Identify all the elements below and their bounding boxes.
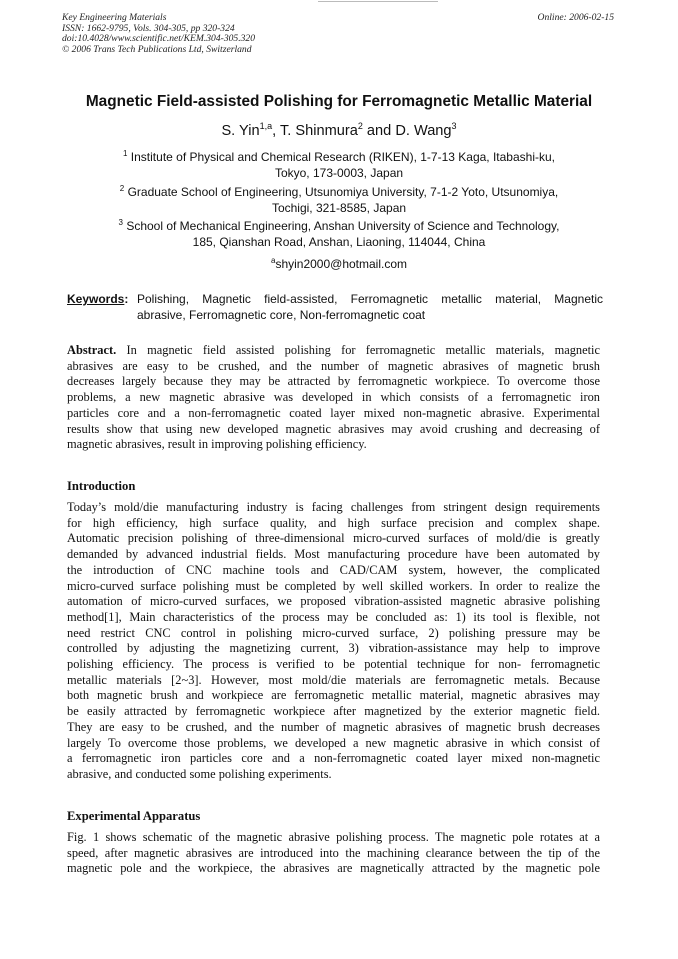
- email-address[interactable]: shyin2000@hotmail.com: [275, 257, 408, 271]
- email-superscript: a: [270, 256, 276, 265]
- introduction-line: for high efficiency, high surface quality, and high surface precision and complex shape.: [67, 515, 600, 530]
- keywords-line: Polishing, Magnetic field-assisted, Ferromagnetic metallic material, Magnetic: [137, 292, 603, 306]
- introduction-line: automation of micro-curved surfaces, we proposed vibration-assisted magnetic abrasive polishing: [67, 594, 600, 609]
- abstract-line: abrasives are easy to be crushed, and the number of magnetic abrasives of magnetic brush: [67, 358, 600, 373]
- introduction-body: [67, 500, 600, 783]
- apparatus-line: magnetic pole and the workpiece, the abrasives are magnetically attracted by the magnetic pole: [67, 861, 600, 876]
- affiliation-line: School of Mechanical Engineering, Anshan University of Science and Technology,: [126, 219, 560, 233]
- abstract-line: In magnetic field assisted polishing for ferromagnetic metallic materials, magnetic: [116, 343, 600, 357]
- affiliation-line: Graduate School of Engineering, Utsunomiya University, 7-1-2 Yoto, Utsunomiya,: [127, 185, 559, 199]
- author-superscript: 1,a: [259, 121, 273, 131]
- journal-copyright: © 2006 Trans Tech Publications Ltd, Switzerland: [62, 43, 252, 55]
- affiliation-number: 2: [119, 184, 125, 193]
- author-superscript: 2: [357, 121, 363, 131]
- introduction-line: They are easy to be crushed, and the number of magnetic abrasives of magnetic brush decreases: [67, 719, 600, 734]
- introduction-line: micro-curved surface polishing must be completed by well skilled workers. In order to realize the: [67, 578, 600, 593]
- affiliation-1: [70, 150, 608, 181]
- author-name: T. Shinmura: [279, 123, 358, 139]
- keywords-line: abrasive, Ferromagnetic core, Non-ferromagnetic coat: [137, 307, 426, 322]
- affiliation-line: Tokyo, 173-0003, Japan: [274, 165, 404, 180]
- affiliation-2: [70, 185, 608, 216]
- abstract-line: decreases largely because they may be attracted by ferromagnetic workpiece. To overcome those: [67, 374, 600, 389]
- author-superscript: 3: [451, 121, 457, 131]
- abstract-line: problems, a new magnetic abrasive was developed in which consists of a ferromagnetic iron: [67, 390, 600, 405]
- author-name: D. Wang: [395, 123, 452, 139]
- author-separator: and: [362, 123, 396, 139]
- introduction-line: be easily attracted by ferromagnetic workpiece after magnetized by the exterior magnetic field.: [67, 704, 600, 719]
- introduction-line: controlled by adjusting the magnetizing current, 3) vibration-assistance may help to improve: [67, 641, 600, 656]
- affiliation-line: Institute of Physical and Chemical Research (RIKEN), 1-7-13 Kaga, Itabashi-ku,: [130, 150, 555, 164]
- apparatus-body: [67, 830, 600, 877]
- introduction-line: the introduction of CNC machine tools and CAD/CAM system, however, the complicated: [67, 562, 600, 577]
- journal-doi[interactable]: doi:10.4028/www.scientific.net/KEM.304-305.320: [62, 33, 256, 45]
- keywords-colon: :: [124, 292, 129, 306]
- abstract-section: [67, 343, 600, 453]
- keywords-label: Keywords: [67, 292, 125, 306]
- keywords-section: [67, 292, 603, 323]
- author-list: [40, 122, 638, 140]
- apparatus-line: speed, after magnetic abrasives are introduced into the machining clearance between the tip of the: [67, 845, 600, 860]
- introduction-line: a ferromagnetic iron particles core and a non-ferromagnetic coated layer mixed non-magnetic: [67, 751, 600, 766]
- abstract-line: results show that using new developed magnetic abrasives may avoid crushing and decreasing of: [67, 421, 600, 436]
- affiliation-number: 1: [123, 149, 128, 158]
- introduction-line: Today’s mold/die manufacturing industry is facing challenges from stringent design requirements: [67, 500, 600, 514]
- introduction-line: abrasive, and conducted some polishing experiments.: [67, 766, 332, 781]
- journal-header: [62, 13, 382, 55]
- introduction-line: polishing efficiency. The process is verified to be potential technique for non- ferromagnetic: [67, 657, 600, 672]
- section-heading-apparatus: Experimental Apparatus: [67, 809, 201, 823]
- abstract-label: Abstract.: [67, 343, 117, 357]
- journal-issn: ISSN: 1662-9795, Vols. 304-305, pp 320-324: [62, 22, 235, 34]
- top-rule: [318, 1, 438, 2]
- introduction-line: both magnetic brush and workpiece are ferromagnetic metallic material, magnetic abrasives may: [67, 688, 600, 703]
- journal-name: Key Engineering Materials: [62, 12, 167, 23]
- introduction-line: need restrict CNC control in polishing micro-curved surface, 2) polishing pressure may be: [67, 625, 600, 640]
- author-separator: ,: [272, 123, 280, 139]
- introduction-line: demanded by advanced industrial fields. Most manufacturing procedure have been automated by: [67, 547, 600, 562]
- apparatus-line: Fig. 1 shows schematic of the magnetic abrasive polishing process. The magnetic pole rotates at a: [67, 830, 600, 844]
- affiliation-line: 185, Qianshan Road, Anshan, Liaoning, 114044, China: [192, 234, 486, 249]
- introduction-line: method[1], Main characteristics of the process may be concluded as: 1) its tool is flexible, not: [67, 609, 600, 624]
- introduction-line: Automatic precision polishing of three-dimensional micro-curved surfaces of mold/die is greatly: [67, 531, 600, 546]
- paper-title: Magnetic Field-assisted Polishing for Ferromagnetic Metallic Material: [85, 93, 593, 110]
- abstract-line: magnetic abrasives, result in improving polishing efficiency.: [67, 437, 367, 452]
- affiliation-3: [70, 219, 608, 250]
- online-date: Online: 2006-02-15: [537, 12, 614, 23]
- affiliation-number: 3: [118, 218, 123, 227]
- author-name: S. Yin: [221, 123, 260, 139]
- section-heading-introduction: Introduction: [67, 479, 136, 493]
- introduction-line: metallic materials [2~3]. However, most mold/die materials are ferromagnetic metals. Because: [67, 672, 600, 687]
- introduction-line: largely To overcome those problems, we developed a new magnetic abrasive in which consist of: [67, 735, 600, 750]
- abstract-line: particles core and a non-ferromagnetic coated layer mixed non-magnetic abrasive. Experimental: [67, 405, 600, 420]
- affiliation-line: Tochigi, 321-8585, Japan: [271, 200, 407, 215]
- corresponding-email: [70, 257, 608, 273]
